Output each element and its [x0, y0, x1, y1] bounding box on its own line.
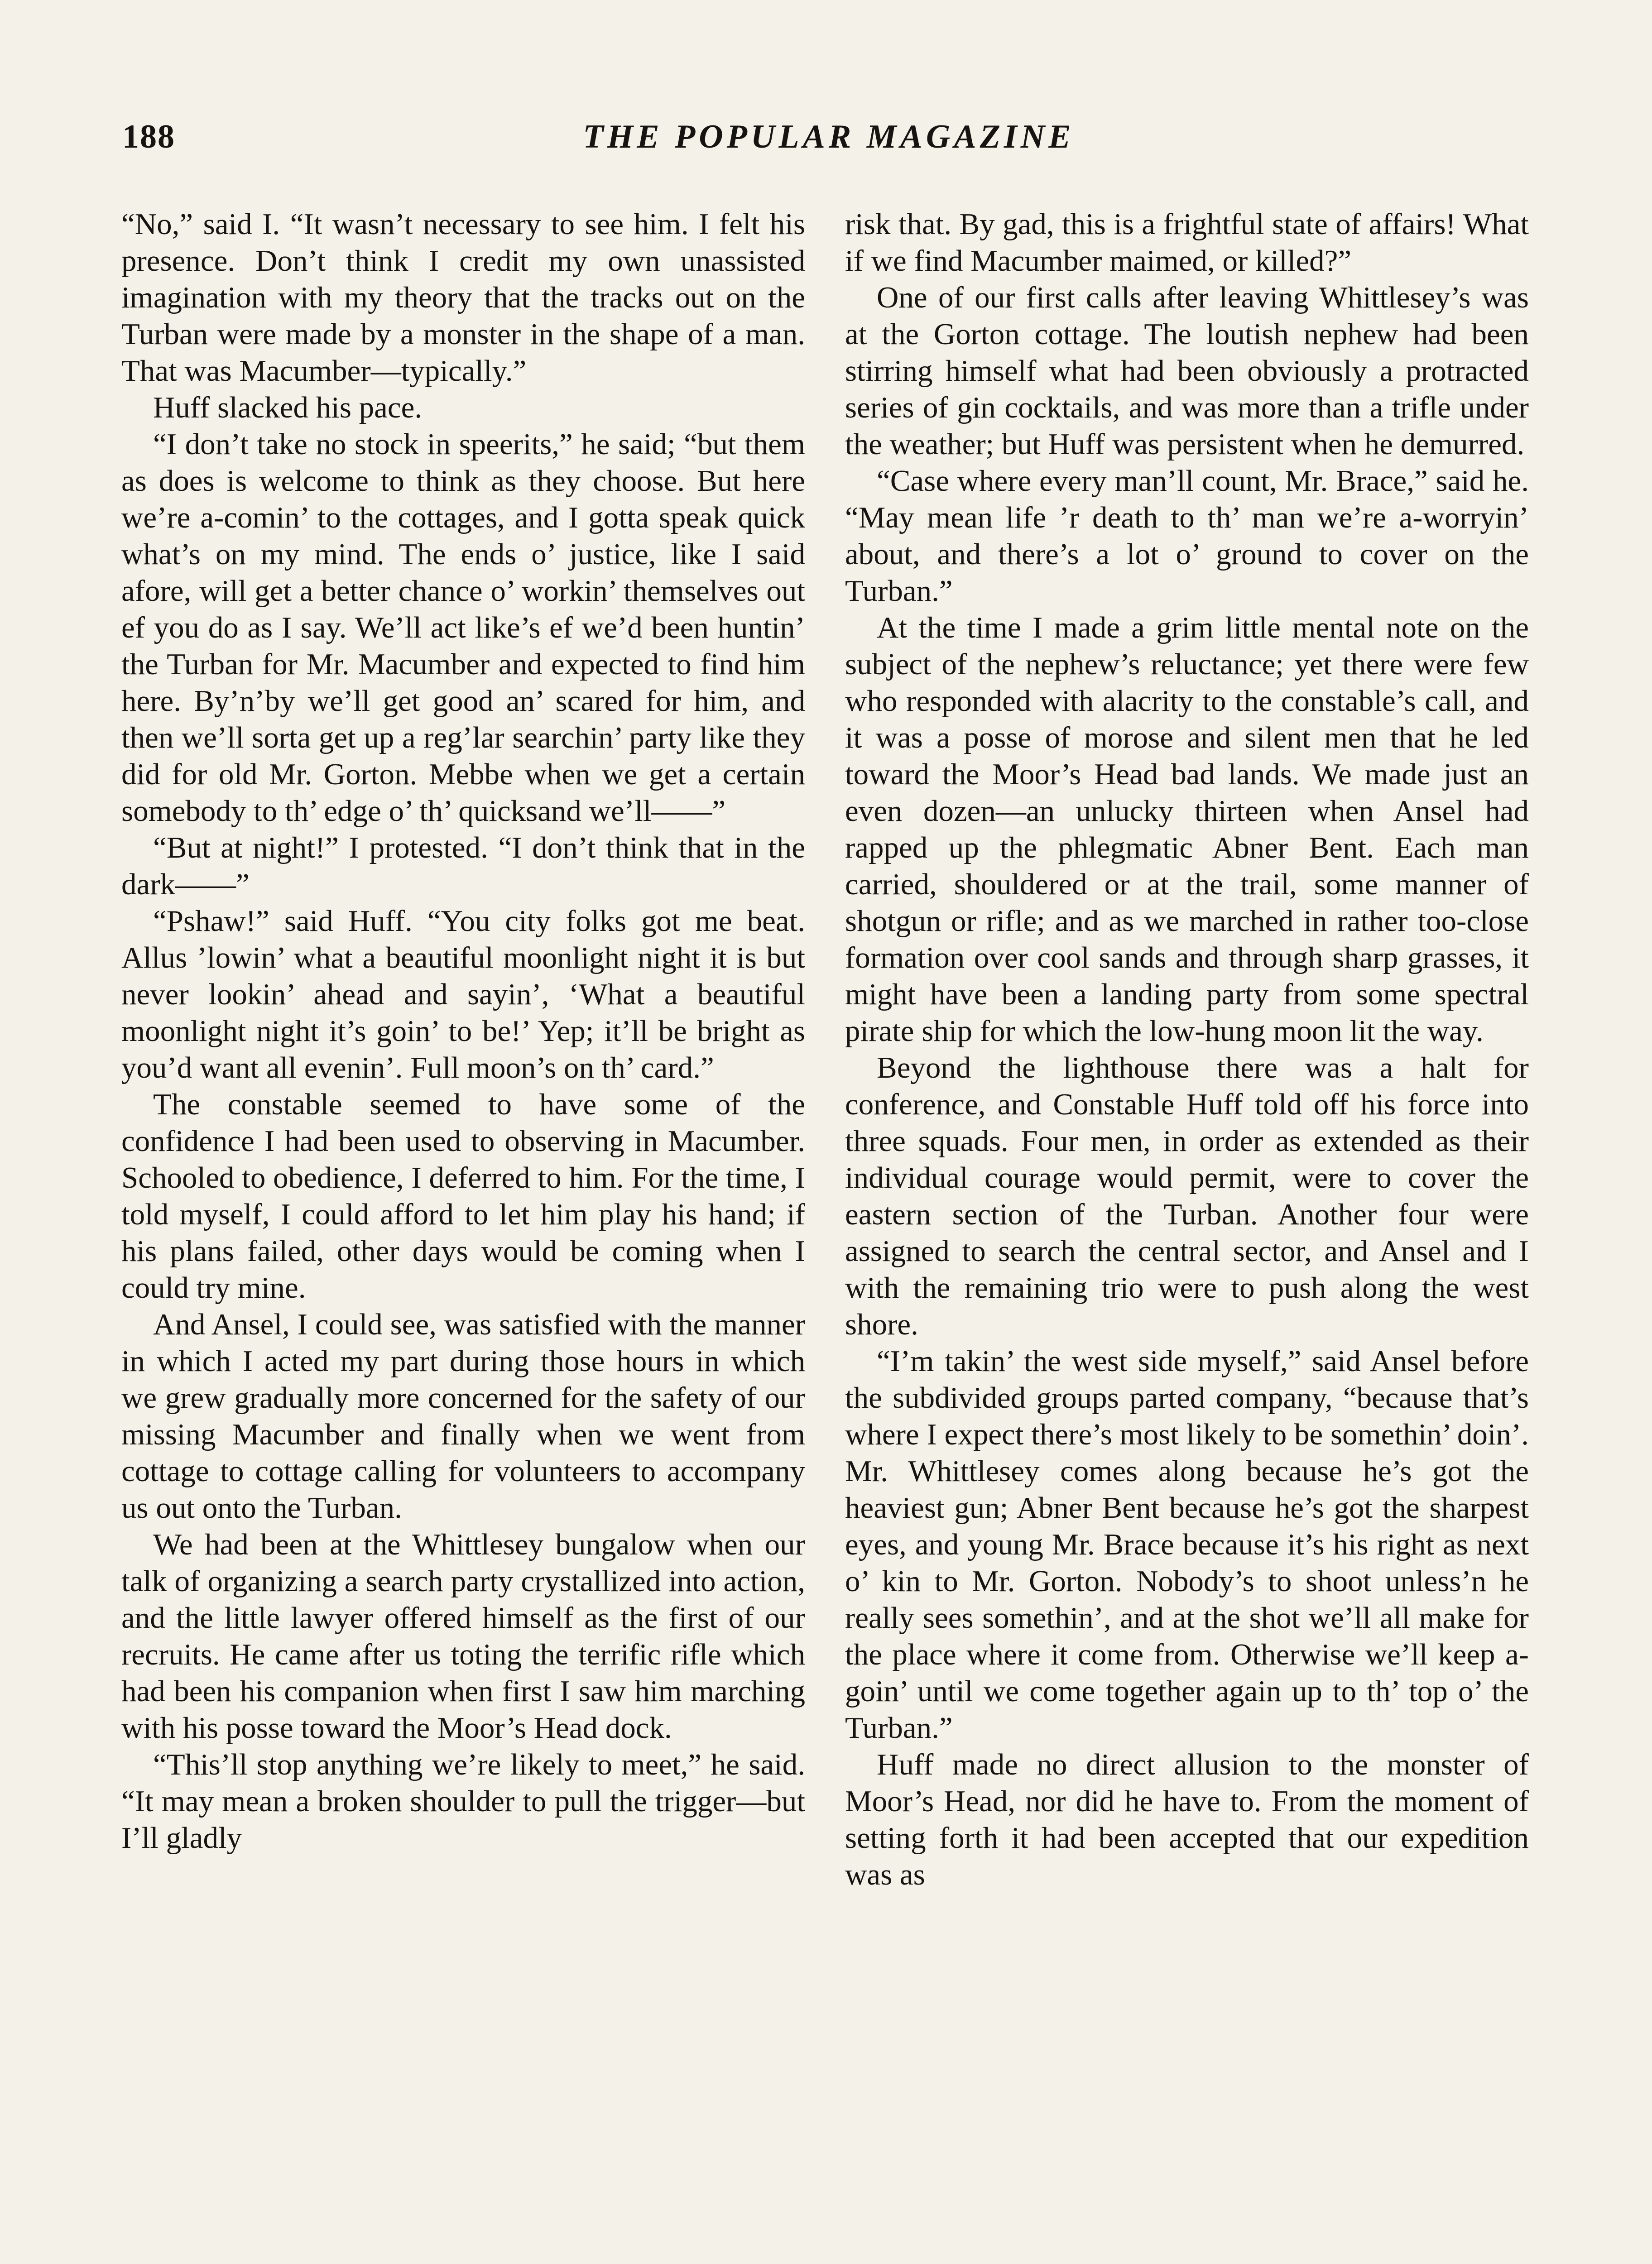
- page-header: [122, 118, 1535, 168]
- running-title: THE POPULAR MAGAZINE: [583, 118, 1075, 155]
- paragraph: The constable seemed to have some of the confidence I had been used to observing in Macumber. Schooled to obedience, I deferred to him. For the time, I told myself, I could afford to let him play his hand; if his plans failed, other days would be coming when I could try mine.: [121, 1088, 805, 1305]
- paragraph: Huff slacked his pace.: [153, 391, 423, 424]
- paragraph: “No,” said I. “It wasn’t necessary to see him. I felt his presence. Don’t think I credit my own unassisted imagination with my theory that the tracks out on the Turban were made by a monster in the shape of a man. That was Macumber—typically.”: [121, 207, 805, 388]
- paragraph: And Ansel, I could see, was satisfied with the manner in which I acted my part during those hours in which we grew gradually more concerned for the safety of our missing Macumber and finally when we went from cottage to cottage calling for volunteers to accompany us out onto the Turban.: [121, 1308, 805, 1525]
- left-column: [121, 206, 805, 1856]
- paragraph: “Case where every man’ll count, Mr. Brace,” said he. “May mean life ’r death to th’ man we’re a-worryin’ about, and there’s a lot o’ ground to cover on the Turban.”: [845, 464, 1529, 608]
- paragraph: At the time I made a grim little mental note on the subject of the nephew’s reluctance; yet there were few who responded with alacrity to the constable’s call, and it was a posse of morose and silent men that he led toward the Moor’s Head bad lands. We made just an even dozen—an unlucky thirteen when Ansel had rapped up the phlegmatic Abner Bent. Each man carried, shouldered or at the trail, some manner of shotgun or rifle; and as we marched in rather too-close formation over cool sands and through sharp grasses, it might have been a landing party from some spectral pirate ship for which the low-hung moon lit the way.: [845, 611, 1529, 1048]
- paragraph: “But at night!” I protested. “I don’t think that in the dark——”: [121, 831, 805, 901]
- page-number: 188: [122, 118, 175, 155]
- right-column: [845, 206, 1529, 1893]
- paragraph: “This’ll stop anything we’re likely to meet,” he said. “It may mean a broken shoulder to pull the trigger—but I’ll gladly: [121, 1748, 805, 1855]
- paragraph: Huff made no direct allusion to the monster of Moor’s Head, nor did he have to. From the moment of setting forth it had been accepted that our expedition was as: [845, 1748, 1529, 1891]
- paragraph: We had been at the Whittlesey bungalow when our talk of organizing a search party crystallized into action, and the little lawyer offered himself as the first of our recruits. He came after us toting the terrific rifle which had been his companion when first I saw him marching with his posse toward the Moor’s Head dock.: [121, 1528, 805, 1745]
- paragraph: One of our first calls after leaving Whittlesey’s was at the Gorton cottage. The loutish nephew had been stirring himself what had been obviously a protracted series of gin cocktails, and was more than a trifle under the weather; but Huff was persistent when he demurred.: [845, 281, 1529, 461]
- paragraph: “I don’t take no stock in speerits,” he said; “but them as does is welcome to think as they choose. But here we’re a-comin’ to the cottages, and I gotta speak quick what’s on my mind. The ends o’ justice, like I said afore, will get a better chance o’ workin’ themselves out ef you do as I say. We’ll act like’s ef we’d been huntin’ the Turban for Mr. Macumber and expected to find him here. By’n’by we’ll get good an’ scared for him, and then we’ll sorta get up a reg’lar searchin’ party like they did for old Mr. Gorton. Mebbe when we get a certain somebody to th’ edge o’ th’ quicksand we’ll——”: [121, 427, 805, 828]
- paragraph: “I’m takin’ the west side myself,” said Ansel before the subdivided groups parted company, “because that’s where I expect there’s most likely to be somethin’ doin’. Mr. Whittlesey comes along because he’s got the heaviest gun; Abner Bent because he’s got the sharpest eyes, and young Mr. Brace because it’s his right as next o’ kin to Mr. Gorton. Nobody’s to shoot unless’n he really sees somethin’, and at the shot we’ll all make for the place where it come from. Otherwise we’ll keep a-goin’ until we come together again up to th’ top o’ the Turban.”: [845, 1344, 1529, 1745]
- paragraph: “Pshaw!” said Huff. “You city folks got me beat. Allus ’lowin’ what a beautiful moonlight night it is but never lookin’ ahead and sayin’, ‘What a beautiful moonlight night it’s goin’ to be!’ Yep; it’ll be bright as you’d want all evenin’. Full moon’s on th’ card.”: [121, 904, 805, 1084]
- paragraph: risk that. By gad, this is a frightful state of affairs! What if we find Macumber maimed, or killed?”: [845, 207, 1529, 278]
- paragraph: Beyond the lighthouse there was a halt for conference, and Constable Huff told off his force into three squads. Four men, in order as extended as their individual courage would permit, were to cover the eastern section of the Turban. Another four were assigned to search the central sector, and Ansel and I with the remaining trio were to push along the west shore.: [845, 1051, 1529, 1341]
